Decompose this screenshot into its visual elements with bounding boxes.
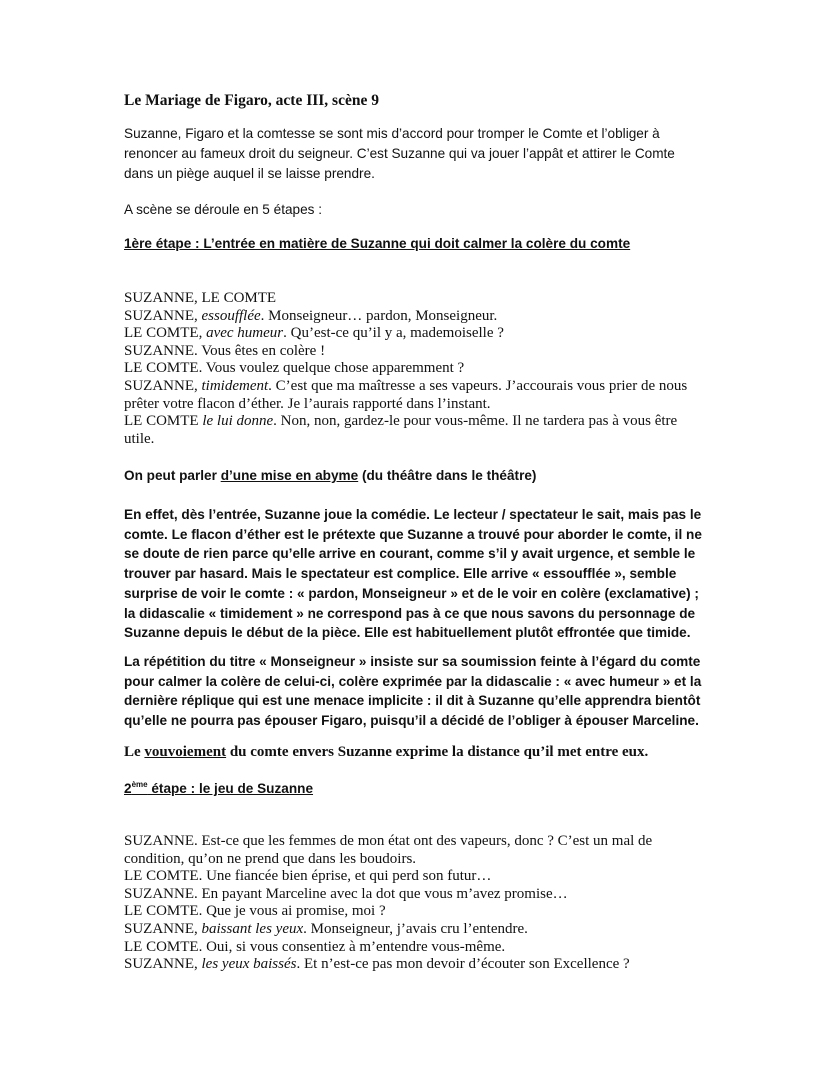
dialogue-line [124,431,724,449]
paragraph-line: Suzanne depuis le début de la pièce. Elle est habituellement plutôt effrontée que timide. [124,625,691,641]
dialogue-line [124,290,724,308]
dialogue-line [124,343,724,361]
vouvoiement-underlined: vouvoiement [144,744,227,760]
paragraph-line: se doute de rien parce qu’elle arrive en courant, comme s’il y avait urgence, et semble le [124,546,696,562]
dialogue-line [124,868,724,886]
stage-direction: les yeux baissés [201,956,297,973]
dialogue-line [124,360,724,378]
mise-underlined: d’une mise en abyme [220,468,359,483]
speaker: LE COMTE. [124,868,203,885]
vouvoiement-after: du comte envers Suzanne exprime la distance qu’il met entre eux. [226,744,649,760]
line-text: . Qu’est-ce qu’il y a, mademoiselle ? [283,325,504,342]
dialogue-line [124,851,724,869]
intro-line: Suzanne, Figaro et la comtesse se sont mis d’accord pour tromper le Comte et l’obliger à [124,126,660,141]
dialogue-line [124,956,724,974]
stage-direction: essoufflée [201,307,261,324]
dialogue-line [124,886,724,904]
analysis-paragraph-2 [124,652,724,731]
line-text: Vous êtes en colère ! [197,342,326,359]
line-text: Vous voulez quelque chose apparemment ? [202,360,465,377]
stage-direction: avec humeur [206,325,284,342]
speaker: LE COMTE [124,413,203,430]
stage-direction: le lui donne [202,413,274,430]
line-text: Une fiancée bien éprise, et qui perd son futur… [202,868,492,885]
analysis-paragraph-1 [124,505,724,643]
document-title: Le Mariage de Figaro, acte III, scène 9 [124,92,379,109]
line-text: condition, qu’on ne prend que dans les boudoirs. [124,850,417,867]
stage-direction: timidement [201,377,269,394]
step2-ordinal: ème [131,780,148,789]
speaker: SUZANNE, LE COMTE [124,290,277,306]
speaker: SUZANNE, [124,307,202,324]
speaker: LE COMTE. [124,938,203,955]
speaker: SUZANNE, [124,377,202,394]
line-text: . Monseigneur… pardon, Monseigneur. [260,307,498,324]
vouvoiement-before: Le [124,744,145,760]
paragraph-line: surprise de voir le comte : « pardon, Monseigneur » et de le voir en colère (exclamative) ; [124,585,699,601]
line-text: . Et n’est-ce pas mon devoir d’écouter son Excellence ? [296,956,630,973]
speaker: LE COMTE. [124,903,203,920]
line-text: . C’est que ma maîtresse a ses vapeurs. J’accourais vous prier de nous [268,377,688,394]
paragraph-line: dernière réplique qui est une menace implicite : il dit à Suzanne qu’elle apprendra bientôt [124,693,701,709]
mise-before: On peut parler [124,468,221,483]
line-text: Que je vous ai promise, moi ? [202,903,386,920]
step2-heading [124,780,313,796]
paragraph-line: trouver par hasard. Mais le spectateur est complice. Elle arrive « essoufflée », semble [124,566,677,582]
step2-dialogue [124,833,724,974]
dialogue-line [124,833,724,851]
steps-intro: A scène se déroule en 5 étapes : [124,202,323,217]
paragraph-line: En effet, dès l’entrée, Suzanne joue la comédie. Le lecteur / spectateur le sait, mais pas le [124,507,702,522]
step2-title: étape : le jeu de Suzanne [147,781,314,796]
paragraph-line: qu’elle ne pourra pas épouser Figaro, puisqu’il a décidé de l’obliger à épouser Marceline. [124,713,699,729]
dialogue-line [124,378,724,396]
stage-direction: baissant les yeux [201,920,304,937]
line-text: Est-ce que les femmes de mon état ont des vapeurs, donc ? C’est un mal de [197,833,653,849]
vouvoiement-statement [124,744,648,761]
dialogue-line [124,921,724,939]
paragraph-line: pour calmer la colère de celui-ci, colère exprimée par la didascalie : « avec humeur » et la [124,673,702,689]
intro-line: dans un piège auquel il se laisse prendre. [124,166,375,181]
mise-en-abyme-heading [124,466,724,486]
line-text: Oui, si vous consentiez à m’entendre vous-même. [202,938,506,955]
line-text: En payant Marceline avec la dot que vous m’avez promise… [197,885,568,902]
speaker: SUZANNE, [124,920,202,937]
speaker: SUZANNE. [124,885,198,902]
line-text: . Monseigneur, j’avais cru l’entendre. [303,920,528,937]
line-text: utile. [124,430,155,447]
speaker: LE COMTE, [124,325,207,342]
dialogue-line [124,325,724,343]
mise-after: (du théâtre dans le théâtre) [358,468,537,483]
paragraph-line: la didascalie « timidement » ne correspond pas à ce que nous savons du personnage de [124,605,696,621]
dialogue-line [124,396,724,414]
line-text: prêter votre flacon d’éther. Je l’aurais rapporté dans l’instant. [124,395,491,412]
step2-number: 2 [124,781,132,796]
dialogue-line [124,939,724,957]
paragraph-line: comte. Le flacon d’éther est le prétexte que Suzanne a trouvé pour aborder le comte, il ne [124,526,702,542]
speaker: LE COMTE. [124,360,203,377]
speaker: SUZANNE, [124,956,202,973]
speaker: SUZANNE. [124,342,198,359]
speaker: SUZANNE. [124,833,198,849]
intro-line: renoncer au fameux droit du seigneur. C’est Suzanne qui va jouer l’appât et attirer le Comte [124,146,675,161]
intro-paragraph [124,124,724,184]
line-text: . Non, non, gardez-le pour vous-même. Il ne tardera pas à vous être [273,413,678,430]
dialogue-line [124,308,724,326]
step1-heading: 1ère étape : L’entrée en matière de Suzanne qui doit calmer la colère du comte [124,236,631,251]
dialogue-line [124,413,724,431]
step1-dialogue [124,290,724,448]
dialogue-line [124,903,724,921]
paragraph-line: La répétition du titre « Monseigneur » insiste sur sa soumission feinte à l’égard du comte [124,654,701,669]
